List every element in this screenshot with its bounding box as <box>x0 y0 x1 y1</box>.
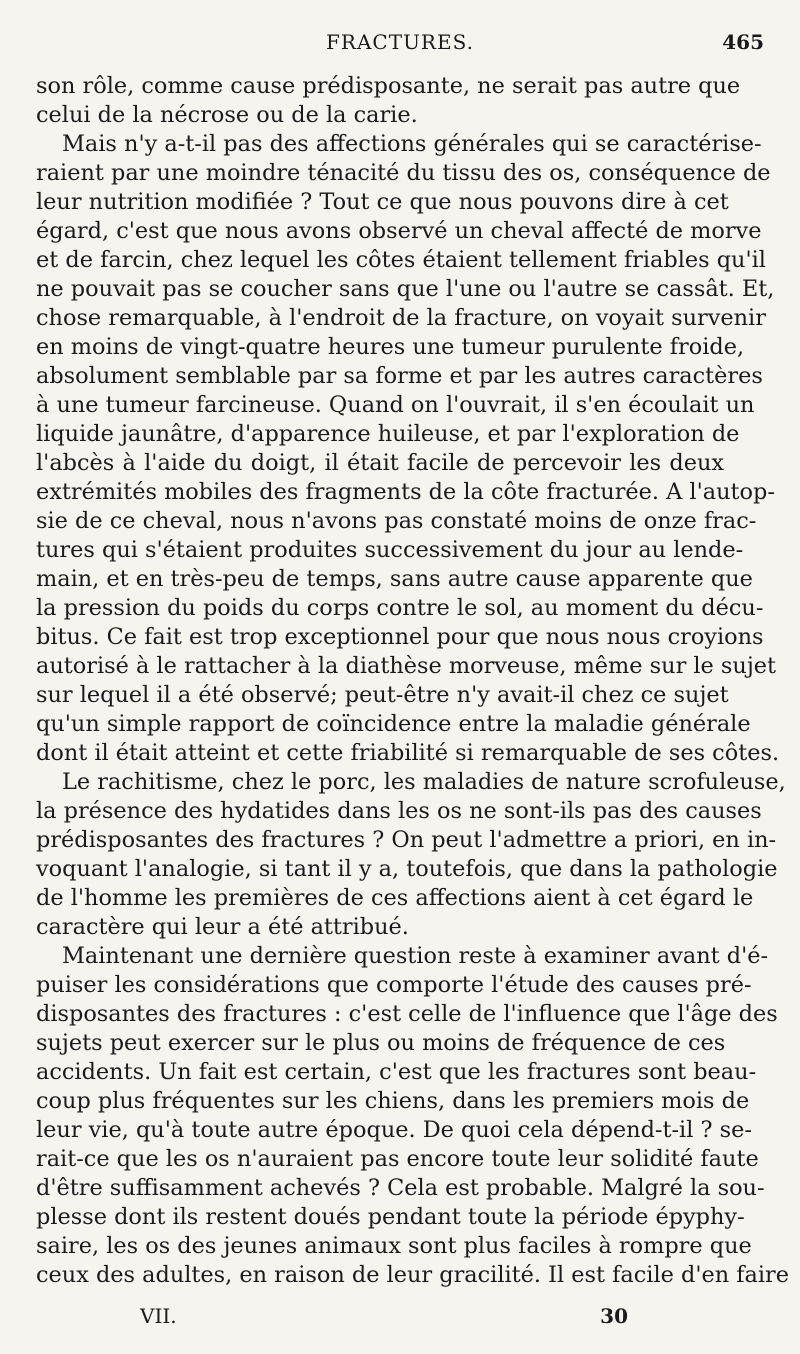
page-header <box>36 30 764 60</box>
text-line: main, et en très-peu de temps, sans autre cause apparente que <box>36 566 753 592</box>
text-line: plesse dont ils restent doués pendant toute la période épyphy- <box>36 1204 745 1230</box>
text-line: bitus. Ce fait est trop exceptionnel pour que nous nous croyions <box>36 624 764 650</box>
text-line: disposantes des fractures : c'est celle de l'influence que l'âge des <box>36 1001 778 1027</box>
text-line: leur vie, qu'à toute autre époque. De quoi cela dépend-t-il ? se- <box>36 1117 752 1143</box>
text-line: ne pouvait pas se coucher sans que l'une ou l'autre se cassât. Et, <box>36 276 775 302</box>
text-line: égard, c'est que nous avons observé un cheval affecté de morve <box>36 218 762 244</box>
text-line: Maintenant une dernière question reste à examiner avant d'é- <box>62 943 769 969</box>
text-line: liquide jaunâtre, d'apparence huileuse, et par l'exploration de <box>36 421 740 447</box>
text-line: voquant l'analogie, si tant il y a, toutefois, que dans la pathologie <box>36 856 778 882</box>
text-line: puiser les considérations que comporte l'étude des causes pré- <box>36 972 752 998</box>
text-line: son rôle, comme cause prédisposante, ne serait pas autre que <box>36 73 741 99</box>
text-line: dont il était atteint et cette friabilité si remarquable de ses côtes. <box>36 740 780 766</box>
text-line: sie de ce cheval, nous n'avons pas constaté moins de onze frac- <box>36 508 757 534</box>
text-line: sujets peut exercer sur le plus ou moins de fréquence de ces <box>36 1030 726 1056</box>
text-line: chose remarquable, à l'endroit de la fracture, on voyait survenir <box>36 305 766 331</box>
text-line: prédisposantes des fractures ? On peut l'admettre a priori, en in- <box>36 827 777 853</box>
text-line: l'abcès à l'aide du doigt, il était facile de percevoir les deux <box>36 450 724 476</box>
body-text <box>36 72 790 1290</box>
text-line: tures qui s'étaient produites successivement du jour au lende- <box>36 537 744 563</box>
text-line: saire, les os des jeunes animaux sont plus faciles à rompre que <box>36 1233 752 1259</box>
text-line: autorisé à le rattacher à la diathèse morveuse, même sur le sujet <box>36 653 777 679</box>
text-line: absolument semblable par sa forme et par les autres caractères <box>36 363 763 389</box>
text-line: à une tumeur farcineuse. Quand on l'ouvrait, il s'en écoulait un <box>36 392 755 418</box>
text-line: caractère qui leur a été attribué. <box>36 914 409 940</box>
text-line: accidents. Un fait est certain, c'est que les fractures sont beau- <box>36 1059 757 1085</box>
text-line: celui de la nécrose ou de la carie. <box>36 102 418 128</box>
paragraph <box>36 942 790 1290</box>
text-line: leur nutrition modifiée ? Tout ce que nous pouvons dire à cet <box>36 189 729 215</box>
paragraph <box>36 72 741 130</box>
text-line: qu'un simple rapport de coïncidence entre la maladie générale <box>36 711 751 737</box>
text-line: la présence des hydatides dans les os ne sont-ils pas des causes <box>36 798 762 824</box>
text-line: d'être suffisamment achevés ? Cela est probable. Malgré la sou- <box>36 1175 765 1201</box>
text-line: rait-ce que les os n'auraient pas encore toute leur solidité faute <box>36 1146 759 1172</box>
text-line: ceux des adultes, en raison de leur gracilité. Il est facile d'en faire <box>36 1262 790 1288</box>
signature-mark: VII. <box>140 1304 177 1328</box>
text-line: la pression du poids du corps contre le sol, au moment du décu- <box>36 595 764 621</box>
text-line: en moins de vingt-quatre heures une tumeur purulente froide, <box>36 334 745 360</box>
paragraph <box>36 768 786 942</box>
text-line: Le rachitisme, chez le porc, les maladies de nature scrofuleuse, <box>62 769 786 795</box>
text-line: sur lequel il a été observé; peut-être n'y avait-il chez ce sujet <box>36 682 729 708</box>
sheet-number: 30 <box>600 1304 628 1328</box>
text-line: de l'homme les premières de ces affections aient à cet égard le <box>36 885 754 911</box>
paragraph <box>36 130 780 768</box>
text-line: et de farcin, chez lequel les côtes étaient tellement friables qu'il <box>36 247 766 273</box>
text-line: raient par une moindre ténacité du tissu des os, conséquence de <box>36 160 771 186</box>
running-title: FRACTURES. <box>326 30 474 54</box>
text-line: coup plus fréquentes sur les chiens, dans les premiers mois de <box>36 1088 750 1114</box>
page-number: 465 <box>722 30 764 54</box>
text-line: Mais n'y a-t-il pas des affections générales qui se caractérise- <box>62 131 762 157</box>
page-footer <box>140 1304 628 1334</box>
text-line: extrémités mobiles des fragments de la côte fracturée. A l'autop- <box>36 479 775 505</box>
